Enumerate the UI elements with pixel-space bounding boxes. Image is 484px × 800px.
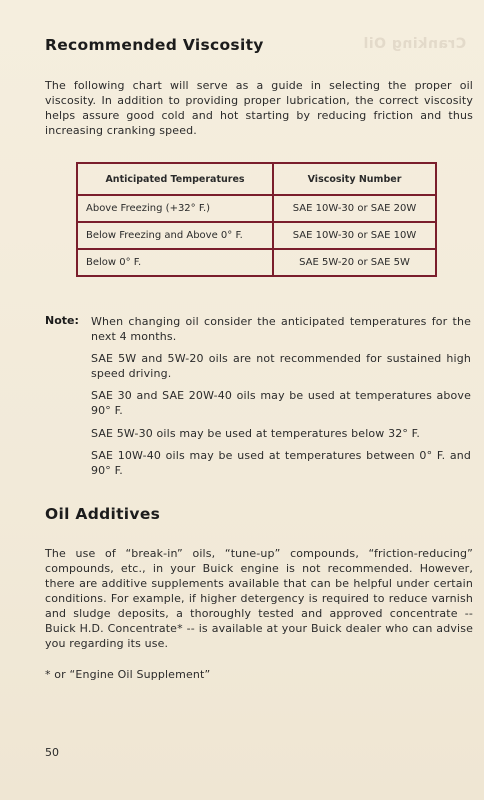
note-item: When changing oil consider the anticipated temperatures for the next 4 months. <box>91 315 471 343</box>
table-row <box>77 195 436 222</box>
note-item: SAE 5W-30 oils may be used at temperatures below 32° F. <box>91 427 421 440</box>
viscosity-table <box>76 162 437 277</box>
table-cell-temperature: Below Freezing and Above 0° F. <box>77 222 273 249</box>
table-header-row <box>77 163 436 195</box>
note-item: SAE 10W-40 oils may be used at temperatures between 0° F. and 90° F. <box>91 449 471 477</box>
table-header-temperatures: Anticipated Temperatures <box>77 163 273 195</box>
table-row <box>77 249 436 276</box>
viscosity-heading: Recommended Viscosity <box>45 36 264 54</box>
table-cell-viscosity: SAE 10W-30 or SAE 20W <box>273 195 436 222</box>
note-item: SAE 30 and SAE 20W-40 oils may be used at temperatures above 90° F. <box>91 389 471 417</box>
note-item: SAE 5W and 5W-20 oils are not recommended for sustained high speed driving. <box>91 352 471 380</box>
additives-body: The use of “break-in” oils, “tune-up” compounds, “friction-reducing” compounds, etc., in your Buick engine is not recommended. However, there are additive supplements available that can be helpful under certain conditions. For example, if higher detergency is required to reduce varnish and sludge deposits, a thoroughly tested and approved concentrate -- Buick H.D. Concentrate* -- is available at your Buick dealer who can advise you regarding its use. <box>45 547 473 650</box>
viscosity-intro: The following chart will serve as a guide in selecting the proper oil viscosity. In addition to providing proper lubrication, the correct viscosity helps assure good cold and hot starting by reducing friction and thus increasing cranking speed. <box>45 79 473 137</box>
table-header-viscosity: Viscosity Number <box>273 163 436 195</box>
table-row <box>77 222 436 249</box>
bleed-through-text: Cranking Oil <box>362 36 466 52</box>
table-cell-temperature: Above Freezing (+32° F.) <box>77 195 273 222</box>
table-cell-viscosity: SAE 10W-30 or SAE 10W <box>273 222 436 249</box>
table-cell-viscosity: SAE 5W-20 or SAE 5W <box>273 249 436 276</box>
additives-heading: Oil Additives <box>45 505 161 523</box>
page-number: 50 <box>45 746 59 759</box>
note-label: Note: <box>45 314 79 327</box>
additives-footnote: * or “Engine Oil Supplement” <box>45 668 211 681</box>
table-cell-temperature: Below 0° F. <box>77 249 273 276</box>
